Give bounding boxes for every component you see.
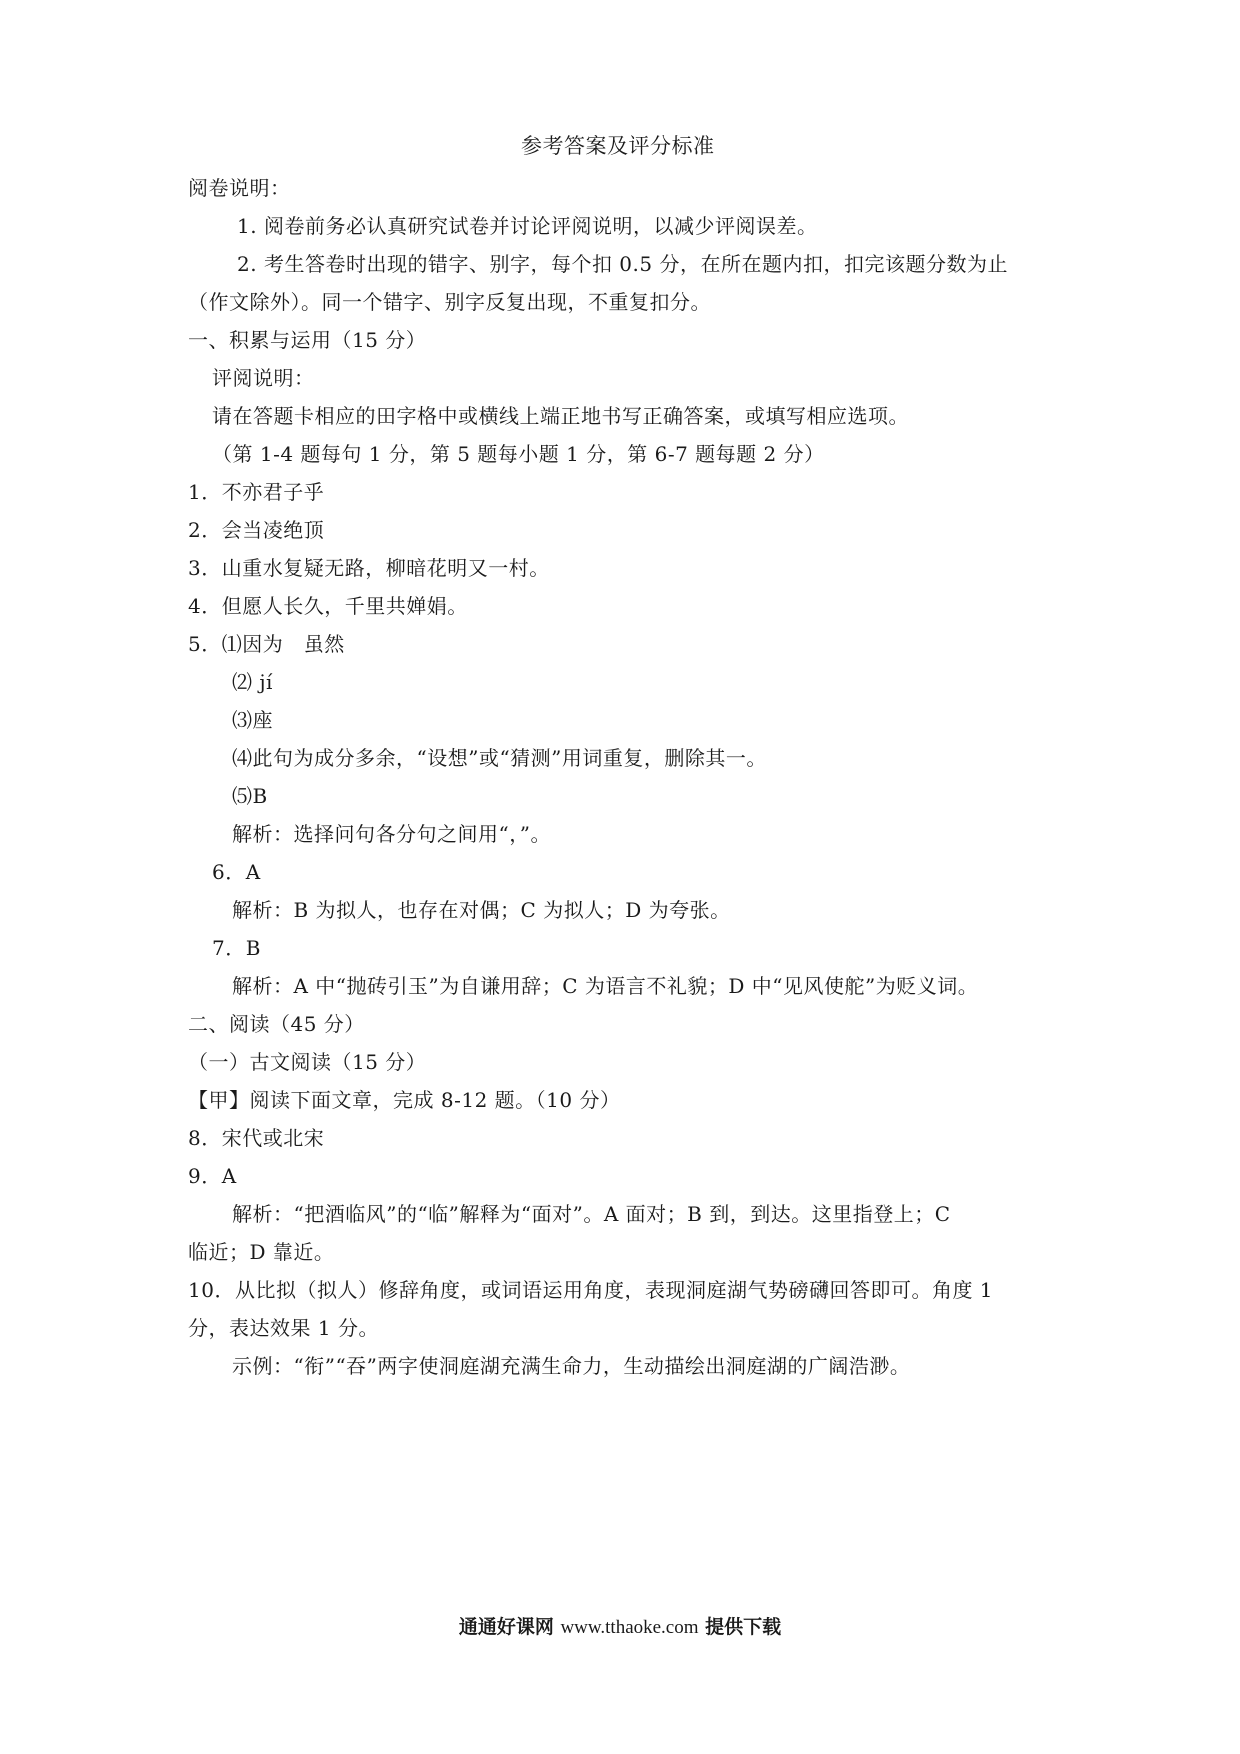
answer-5-2: ⑵ jí [232, 670, 273, 694]
note-2-line-1: 2. 考生答卷时出现的错字、别字，每个扣 0.5 分，在所在题内扣，扣完该题分数为止 [237, 252, 1008, 276]
note-2-line-2: （作文除外）。同一个错字、别字反复出现，不重复扣分。 [188, 290, 711, 314]
answer-9: 9．A [188, 1164, 237, 1188]
section-1-heading: 一、积累与运用（15 分） [188, 328, 427, 352]
footer-site-name: 通通好课网 [458, 1616, 554, 1638]
answer-4: 4．但愿人长久，千里共婵娟。 [188, 594, 468, 618]
section-2-sub-1: （一）古文阅读（15 分） [188, 1050, 427, 1074]
answer-10-line-1: 10．从比拟（拟人）修辞角度，或词语运用角度，表现洞庭湖气势磅礴回答即可。角度 1 [188, 1278, 994, 1302]
answer-5-analysis: 解析：选择问句各分句之间用“，”。 [232, 822, 551, 846]
answer-9-analysis-line-1: 解析：“把酒临风”的“临”解释为“面对”。A 面对；B 到，到达。这里指登上；C [232, 1202, 951, 1226]
answer-3: 3．山重水复疑无路，柳暗花明又一村。 [188, 556, 550, 580]
answer-10-example: 示例：“衔”“吞”两字使洞庭湖充满生命力，生动描绘出洞庭湖的广阔浩渺。 [232, 1354, 911, 1378]
page-title: 参考答案及评分标准 [521, 134, 715, 158]
answer-5-1: 5．⑴因为 虽然 [188, 632, 345, 656]
answer-5-4: ⑷此句为成分多余，“设想”或“猜测”用词重复，删除其一。 [232, 746, 767, 770]
answer-2: 2．会当凌绝顶 [188, 518, 325, 542]
answer-9-analysis-line-2: 临近；D 靠近。 [188, 1240, 335, 1264]
download-footer [0, 1612, 1240, 1639]
section-2-jia: 【甲】阅读下面文章，完成 8-12 题。（10 分） [188, 1088, 621, 1112]
answer-6: 6．A [212, 860, 261, 884]
answer-1: 1．不亦君子乎 [188, 480, 325, 504]
footer-url[interactable]: www.tthaoke.com [560, 1617, 699, 1638]
footer-suffix: 提供下载 [705, 1616, 782, 1638]
answer-10-line-2: 分，表达效果 1 分。 [188, 1316, 379, 1340]
reading-notes-heading: 阅卷说明： [188, 176, 291, 200]
section-1-eval-text: 请在答题卡相应的田字格中或横线上端正地书写正确答案，或填写相应选项。 [212, 404, 909, 428]
section-2-heading: 二、阅读（45 分） [188, 1012, 365, 1036]
answer-6-analysis: 解析：B 为拟人，也存在对偶；C 为拟人；D 为夸张。 [232, 898, 731, 922]
answer-7-analysis: 解析：A 中“抛砖引玉”为自谦用辞；C 为语言不礼貌；D 中“见风使舵”为贬义词。 [232, 974, 979, 998]
answer-8: 8．宋代或北宋 [188, 1126, 325, 1150]
note-1: 1. 阅卷前务必认真研究试卷并讨论评阅说明，以减少评阅误差。 [237, 214, 818, 238]
answer-5-5: ⑸B [232, 784, 268, 808]
section-1-scoring: （第 1-4 题每句 1 分，第 5 题每小题 1 分，第 6-7 题每题 2 分） [212, 442, 825, 466]
answer-5-3: ⑶座 [232, 708, 273, 732]
answer-7: 7．B [212, 936, 261, 960]
section-1-eval-heading: 评阅说明： [212, 366, 315, 390]
